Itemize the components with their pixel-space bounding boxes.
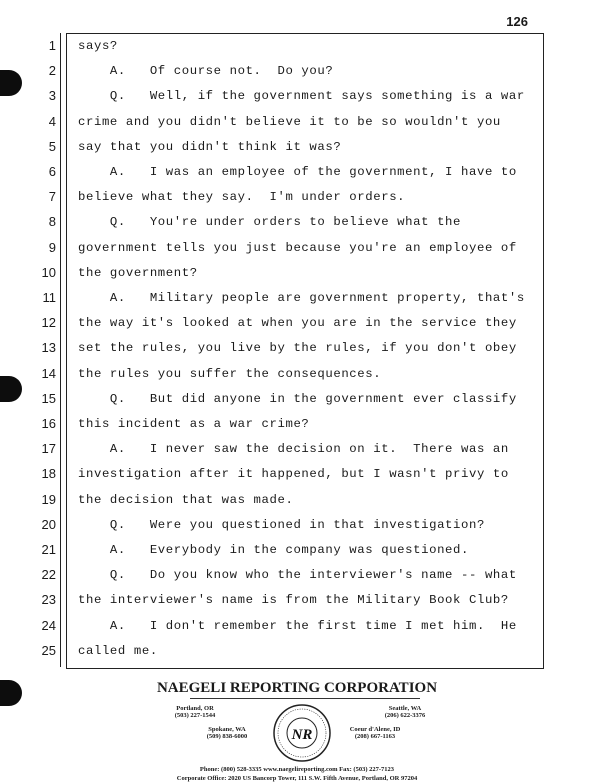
- binder-hole: [0, 70, 22, 96]
- transcript-line: Q. You're under orders to believe what the: [78, 215, 462, 230]
- line-number: 22: [41, 567, 56, 583]
- transcript-line: the rules you suffer the consequences.: [78, 366, 382, 381]
- company-seal-icon: [272, 703, 332, 763]
- line-number: 24: [41, 617, 56, 633]
- line-number: 23: [41, 592, 56, 608]
- line-number: 11: [42, 290, 56, 305]
- line-number: 19: [41, 491, 56, 507]
- transcript-line: Q. But did anyone in the government ever classify: [78, 391, 517, 406]
- line-number: 15: [41, 390, 56, 406]
- line-number: 4: [48, 113, 56, 129]
- transcript-line: set the rules, you live by the rules, if you don't obey: [78, 341, 517, 356]
- transcript-line: Q. Well, if the government says something is a war: [78, 89, 525, 104]
- line-number: 16: [41, 416, 56, 431]
- transcript-line: the way it's looked at when you are in the service they: [78, 316, 517, 331]
- company-name: NAEGELI REPORTING CORPORATION: [156, 680, 438, 696]
- transcript-line: Q. Do you know who the interviewer's name -- what: [78, 568, 517, 583]
- transcript-line: government tells you just because you're an employee of: [78, 240, 517, 255]
- line-number: 12: [41, 315, 56, 331]
- office-phone: (503) 227-1544: [174, 712, 216, 719]
- line-number: 2: [48, 63, 56, 79]
- transcript-line: A. Military people are government property, that's: [78, 291, 525, 305]
- line-number: 6: [48, 164, 56, 179]
- line-number: 9: [48, 239, 56, 255]
- transcript-line: the government?: [78, 265, 198, 280]
- transcript-line: called me.: [78, 643, 158, 658]
- seal-monogram: NR: [291, 727, 313, 743]
- transcript-line: A. Of course not. Do you?: [78, 64, 334, 79]
- office-portland: [140, 705, 250, 719]
- contact-line: Phone: (800) 528-3335 www.naegelireporting.com Fax: (503) 227-7123: [199, 766, 395, 773]
- transcript-line: say that you didn't think it was?: [78, 139, 342, 154]
- transcript-line: crime and you didn't believe it to be so wouldn't you: [78, 114, 501, 129]
- transcript-line: this incident as a war crime?: [78, 417, 310, 431]
- line-number: 17: [41, 441, 56, 457]
- office-phone: (509) 838-6000: [206, 733, 248, 740]
- line-number: 25: [41, 642, 56, 658]
- transcript-line: A. I was an employee of the government, I have to: [78, 165, 517, 179]
- office-city: Coeur d'Alene, ID: [349, 726, 401, 733]
- transcript-line: Q. Were you questioned in that investigation?: [78, 517, 485, 532]
- reporter-footer: [0, 675, 594, 784]
- line-number: 3: [48, 88, 56, 104]
- line-number-rule: [60, 33, 61, 667]
- transcript-line: A. Everybody in the company was questioned.: [78, 543, 469, 557]
- office-city: Portland, OR: [176, 705, 214, 712]
- transcript-line: believe what they say. I'm under orders.: [78, 190, 406, 205]
- line-number: 1: [48, 38, 56, 53]
- transcript-line: A. I never saw the decision on it. There was an: [78, 442, 509, 457]
- line-number: 8: [48, 214, 56, 230]
- line-number: 18: [41, 466, 56, 482]
- office-city: Spokane, WA: [208, 726, 246, 733]
- office-spokane: [172, 726, 282, 740]
- office-seattle: [350, 705, 460, 719]
- line-number: 13: [41, 340, 56, 356]
- line-number: 21: [41, 542, 56, 557]
- transcript-line: investigation after it happened, but I wasn't privy to: [78, 467, 509, 482]
- office-coeur-dalene: [320, 726, 430, 740]
- office-phone: (206) 622-3376: [384, 712, 426, 719]
- company-underline: [190, 698, 420, 699]
- line-number: 10: [41, 264, 56, 280]
- transcript-line: A. I don't remember the first time I met him. He: [78, 618, 517, 633]
- page-number: 126: [506, 14, 528, 29]
- address-line: Corporate Office: 2020 US Bancorp Tower, 111 S.W. Fifth Avenue, Portland, OR 97204: [176, 775, 418, 782]
- line-number: 7: [48, 189, 56, 205]
- transcript-line: says?: [78, 39, 118, 53]
- transcript-line: the decision that was made.: [78, 492, 294, 507]
- binder-hole: [0, 376, 22, 402]
- office-city: Seattle, WA: [388, 705, 422, 712]
- line-number: 14: [41, 365, 56, 381]
- line-number: 20: [41, 516, 56, 532]
- transcript-line: the interviewer's name is from the Military Book Club?: [78, 593, 509, 608]
- office-phone: (208) 667-1163: [354, 733, 396, 740]
- line-number: 5: [48, 138, 56, 154]
